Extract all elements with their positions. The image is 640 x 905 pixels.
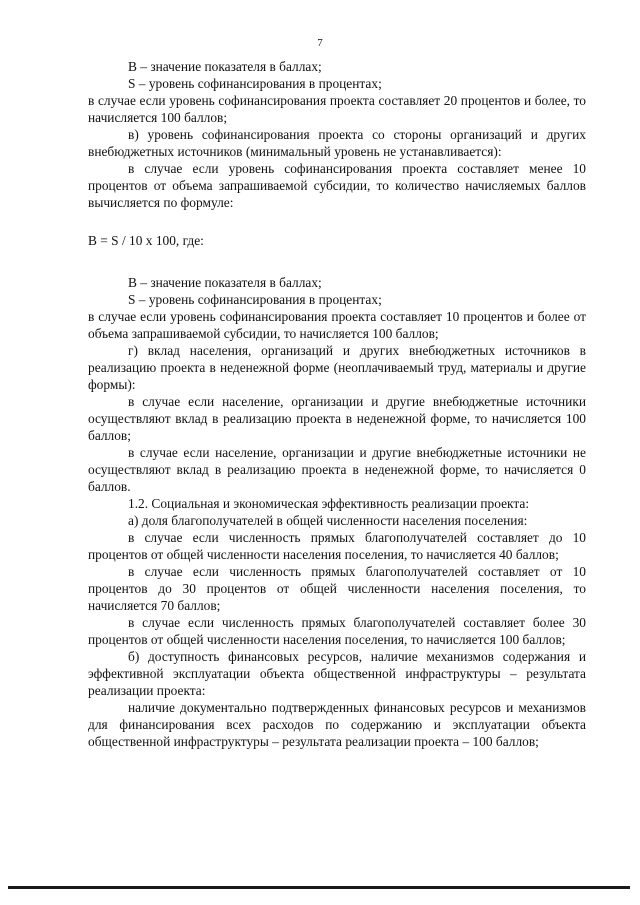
paragraph-beneficiaries-30: в случае если численность прямых благополучателей составляет более 30 процентов от общей численности населения поселения, то начисляется 100 баллов; [88, 615, 586, 647]
section-heading-1-2: 1.2. Социальная и экономическая эффективность реализации проекта: [128, 496, 530, 511]
paragraph-beneficiaries-10: в случае если численность прямых благополучателей составляет до 10 процентов от общей численности населения поселения, то начисляется 40 баллов; [88, 530, 586, 562]
paragraph-item-g: г) вклад населения, организаций и других внебюджетных источников в реализацию проекта в неденежной форме (неоплачиваемый труд, материалы и другие формы): [88, 343, 586, 392]
scan-edge-line [8, 886, 630, 889]
document-body [88, 58, 586, 750]
paragraph-contribution-yes: в случае если население, организации и другие внебюджетные источники осуществляют вклад в реализацию проекта в неденежной форме, то начисляется 100 баллов; [88, 394, 586, 443]
paragraph-financial-resources: наличие документально подтвержденных финансовых ресурсов и механизмов для финансирования всех расходов по содержанию и эксплуатации объекта общественной инфраструктуры – результата реализации проекта – 100 баллов; [88, 700, 586, 749]
paragraph-item-b: б) доступность финансовых ресурсов, наличие механизмов содержания и эффективной эксплуатации объекта общественной инфраструктуры – результата реализации проекта: [88, 649, 586, 698]
paragraph-cofinancing-less-10: в случае если уровень софинансирования проекта составляет менее 10 процентов от объема запрашиваемой субсидии, то количество начисляемых баллов вычисляется по формуле: [88, 161, 586, 210]
paragraph-cofinancing-20: в случае если уровень софинансирования проекта составляет 20 процентов и более, то начисляется 100 баллов; [88, 93, 586, 125]
definition-s-2: S – уровень софинансирования в процентах; [128, 292, 382, 307]
page-number: 7 [317, 37, 323, 49]
formula: B = S / 10 x 100, где: [88, 233, 204, 248]
definition-b-2: B – значение показателя в баллах; [128, 275, 322, 290]
definition-b: B – значение показателя в баллах; [128, 59, 322, 74]
paragraph-item-v: в) уровень софинансирования проекта со стороны организаций и других внебюджетных источников (минимальный уровень не устанавливается): [88, 127, 586, 159]
definition-s: S – уровень софинансирования в процентах; [128, 76, 382, 91]
paragraph-cofinancing-10: в случае если уровень софинансирования проекта составляет 10 процентов и более от объема запрашиваемой субсидии, то начисляется 100 баллов; [88, 309, 586, 341]
paragraph-item-a: а) доля благополучателей в общей численности населения поселения: [128, 513, 528, 528]
paragraph-beneficiaries-10-30: в случае если численность прямых благополучателей составляет от 10 процентов до 30 процентов от общей численности населения поселения, то начисляется 70 баллов; [88, 564, 586, 613]
paragraph-contribution-no: в случае если население, организации и другие внебюджетные источники не осуществляют вклад в реализацию проекта в неденежной форме, то начисляется 0 баллов. [88, 445, 586, 494]
